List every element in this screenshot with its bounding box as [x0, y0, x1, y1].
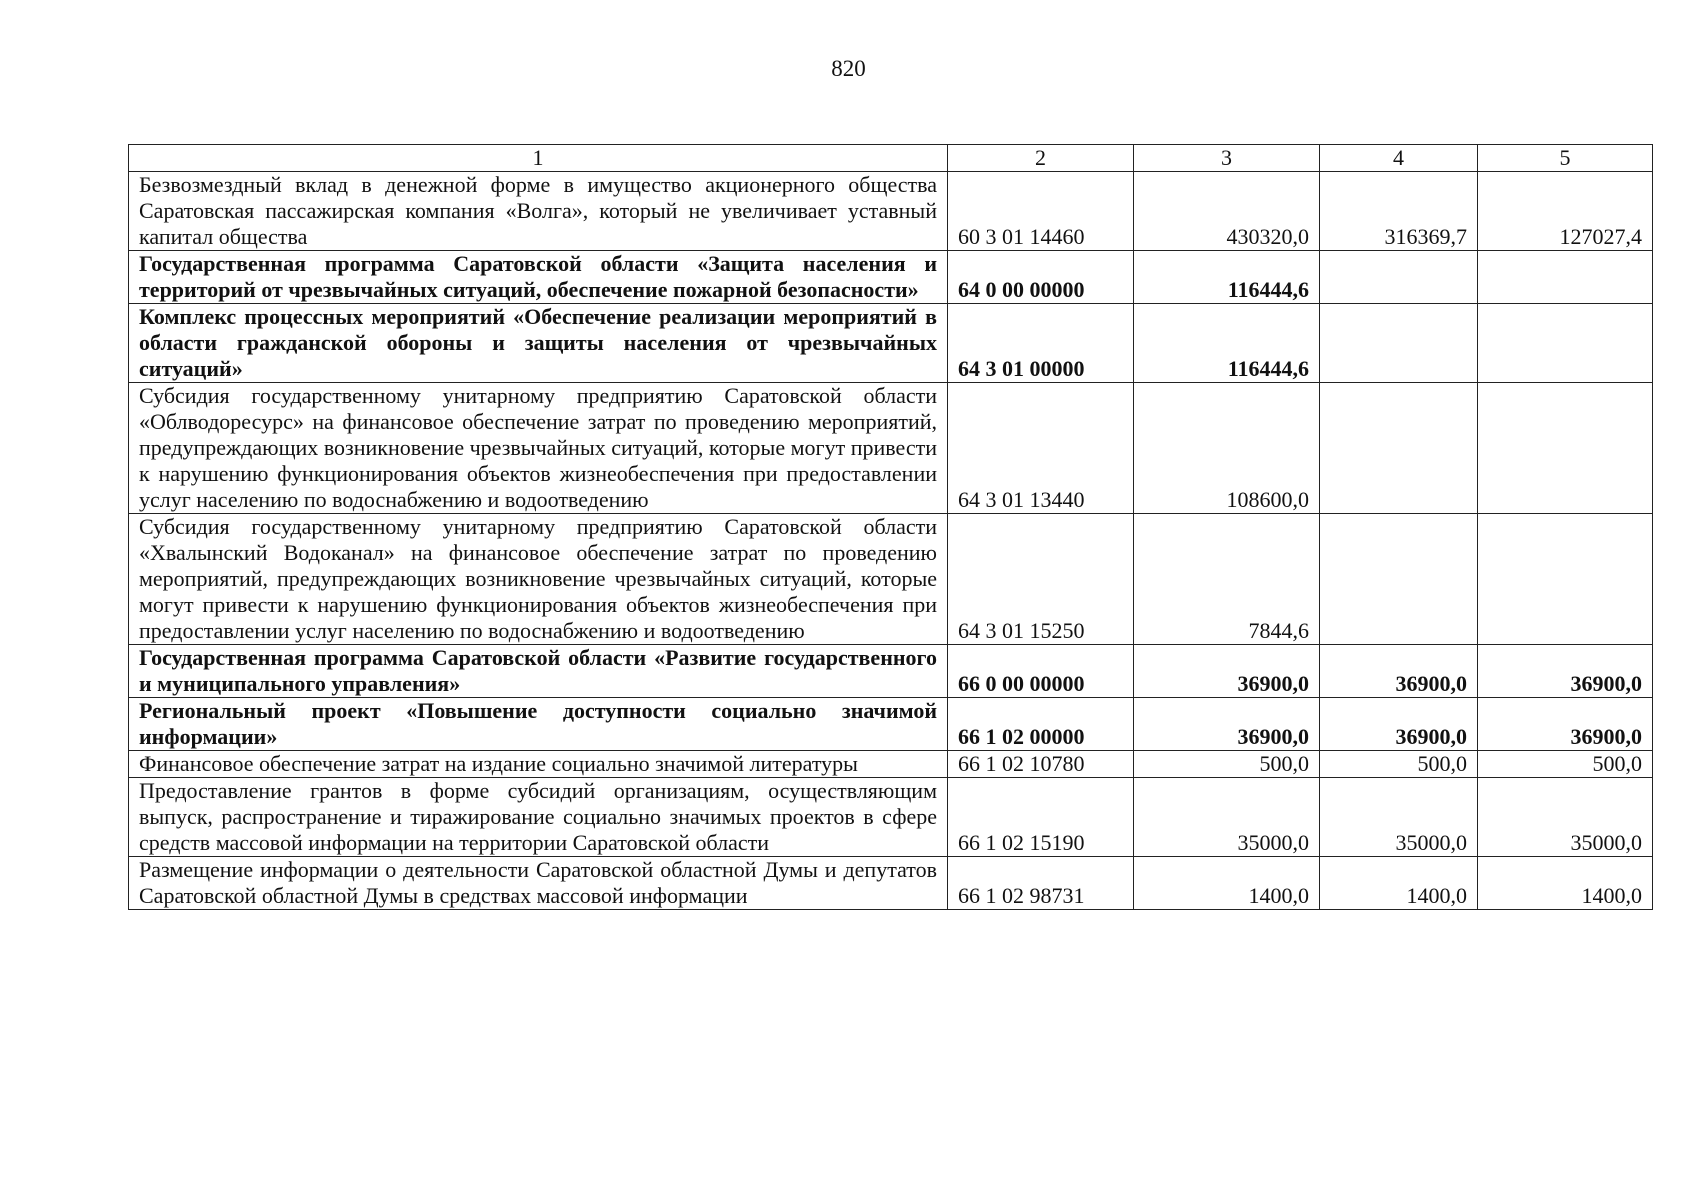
- header-col-4: 4: [1320, 145, 1478, 172]
- row-value-col-5: 36900,0: [1478, 645, 1653, 698]
- row-value-col-3: 1400,0: [1134, 857, 1320, 910]
- row-value-col-5: 500,0: [1478, 751, 1653, 778]
- row-budget-code: 66 1 02 00000: [948, 698, 1134, 751]
- row-description: Субсидия государственному унитарному предприятию Саратовской области «Облводоресурс» на финансовое обеспечение затрат по проведению мероприятий, предупреждающих возникновение чрезвычайных ситуаций, которые могут привести к нарушению функционирования объектов жизнеобеспечения при предоставлении услуг населению по водоснабжению и водоотведению: [129, 383, 948, 514]
- row-value-col-4: 316369,7: [1320, 172, 1478, 251]
- table-row: [129, 251, 1653, 304]
- row-value-col-3: 7844,6: [1134, 514, 1320, 645]
- row-value-col-3: 108600,0: [1134, 383, 1320, 514]
- row-value-col-5: [1478, 383, 1653, 514]
- budget-table: [128, 144, 1653, 910]
- row-value-col-4: [1320, 383, 1478, 514]
- header-row: [129, 145, 1653, 172]
- row-value-col-3: 500,0: [1134, 751, 1320, 778]
- row-value-col-4: [1320, 514, 1478, 645]
- table-row: [129, 778, 1653, 857]
- row-value-col-5: 127027,4: [1478, 172, 1653, 251]
- row-budget-code: 60 3 01 14460: [948, 172, 1134, 251]
- header-col-3: 3: [1134, 145, 1320, 172]
- row-value-col-3: 116444,6: [1134, 304, 1320, 383]
- row-budget-code: 64 3 01 13440: [948, 383, 1134, 514]
- row-budget-code: 66 1 02 10780: [948, 751, 1134, 778]
- table-row: [129, 857, 1653, 910]
- row-budget-code: 64 3 01 15250: [948, 514, 1134, 645]
- row-description: Предоставление грантов в форме субсидий организациям, осуществляющим выпуск, распространение и тиражирование социально значимых проектов в сфере средств массовой информации на территории Саратовской области: [129, 778, 948, 857]
- row-value-col-5: [1478, 304, 1653, 383]
- row-description: Размещение информации о деятельности Саратовской областной Думы и депутатов Саратовской областной Думы в средствах массовой информации: [129, 857, 948, 910]
- row-value-col-5: 35000,0: [1478, 778, 1653, 857]
- row-value-col-5: [1478, 251, 1653, 304]
- row-value-col-3: 116444,6: [1134, 251, 1320, 304]
- table-row: [129, 751, 1653, 778]
- table-body: [129, 172, 1653, 910]
- row-description: Государственная программа Саратовской области «Развитие государственного и муниципального управления»: [129, 645, 948, 698]
- table-row: [129, 698, 1653, 751]
- table-row: [129, 514, 1653, 645]
- row-value-col-5: 1400,0: [1478, 857, 1653, 910]
- row-value-col-5: [1478, 514, 1653, 645]
- row-budget-code: 66 1 02 98731: [948, 857, 1134, 910]
- row-description: Региональный проект «Повышение доступности социально значимой информации»: [129, 698, 948, 751]
- row-description: Безвозмездный вклад в денежной форме в имущество акционерного общества Саратовская пассажирская компания «Волга», который не увеличивает уставный капитал общества: [129, 172, 948, 251]
- row-value-col-4: 500,0: [1320, 751, 1478, 778]
- header-col-2: 2: [948, 145, 1134, 172]
- row-value-col-4: [1320, 304, 1478, 383]
- table-row: [129, 645, 1653, 698]
- row-value-col-4: 35000,0: [1320, 778, 1478, 857]
- row-value-col-3: 35000,0: [1134, 778, 1320, 857]
- row-budget-code: 66 1 02 15190: [948, 778, 1134, 857]
- row-value-col-5: 36900,0: [1478, 698, 1653, 751]
- row-budget-code: 64 0 00 00000: [948, 251, 1134, 304]
- table-row: [129, 383, 1653, 514]
- row-value-col-4: 1400,0: [1320, 857, 1478, 910]
- row-description: Комплекс процессных мероприятий «Обеспечение реализации мероприятий в области гражданской обороны и защиты населения от чрезвычайных ситуаций»: [129, 304, 948, 383]
- row-description: Государственная программа Саратовской области «Защита населения и территорий от чрезвычайных ситуаций, обеспечение пожарной безопасности»: [129, 251, 948, 304]
- row-value-col-3: 430320,0: [1134, 172, 1320, 251]
- header-col-1: 1: [129, 145, 948, 172]
- page-number: 820: [831, 56, 866, 81]
- row-description: Финансовое обеспечение затрат на издание социально значимой литературы: [129, 751, 948, 778]
- row-budget-code: 64 3 01 00000: [948, 304, 1134, 383]
- table-row: [129, 304, 1653, 383]
- row-value-col-4: 36900,0: [1320, 698, 1478, 751]
- header-col-5: 5: [1478, 145, 1653, 172]
- row-description: Субсидия государственному унитарному предприятию Саратовской области «Хвалынский Водоканал» на финансовое обеспечение затрат по проведению мероприятий, предупреждающих возникновение чрезвычайных ситуаций, которые могут привести к нарушению функционирования объектов жизнеобеспечения при предоставлении услуг населению по водоснабжению и водоотведению: [129, 514, 948, 645]
- row-value-col-3: 36900,0: [1134, 645, 1320, 698]
- table-header: [129, 145, 1653, 172]
- row-budget-code: 66 0 00 00000: [948, 645, 1134, 698]
- table-row: [129, 172, 1653, 251]
- row-value-col-4: [1320, 251, 1478, 304]
- row-value-col-4: 36900,0: [1320, 645, 1478, 698]
- row-value-col-3: 36900,0: [1134, 698, 1320, 751]
